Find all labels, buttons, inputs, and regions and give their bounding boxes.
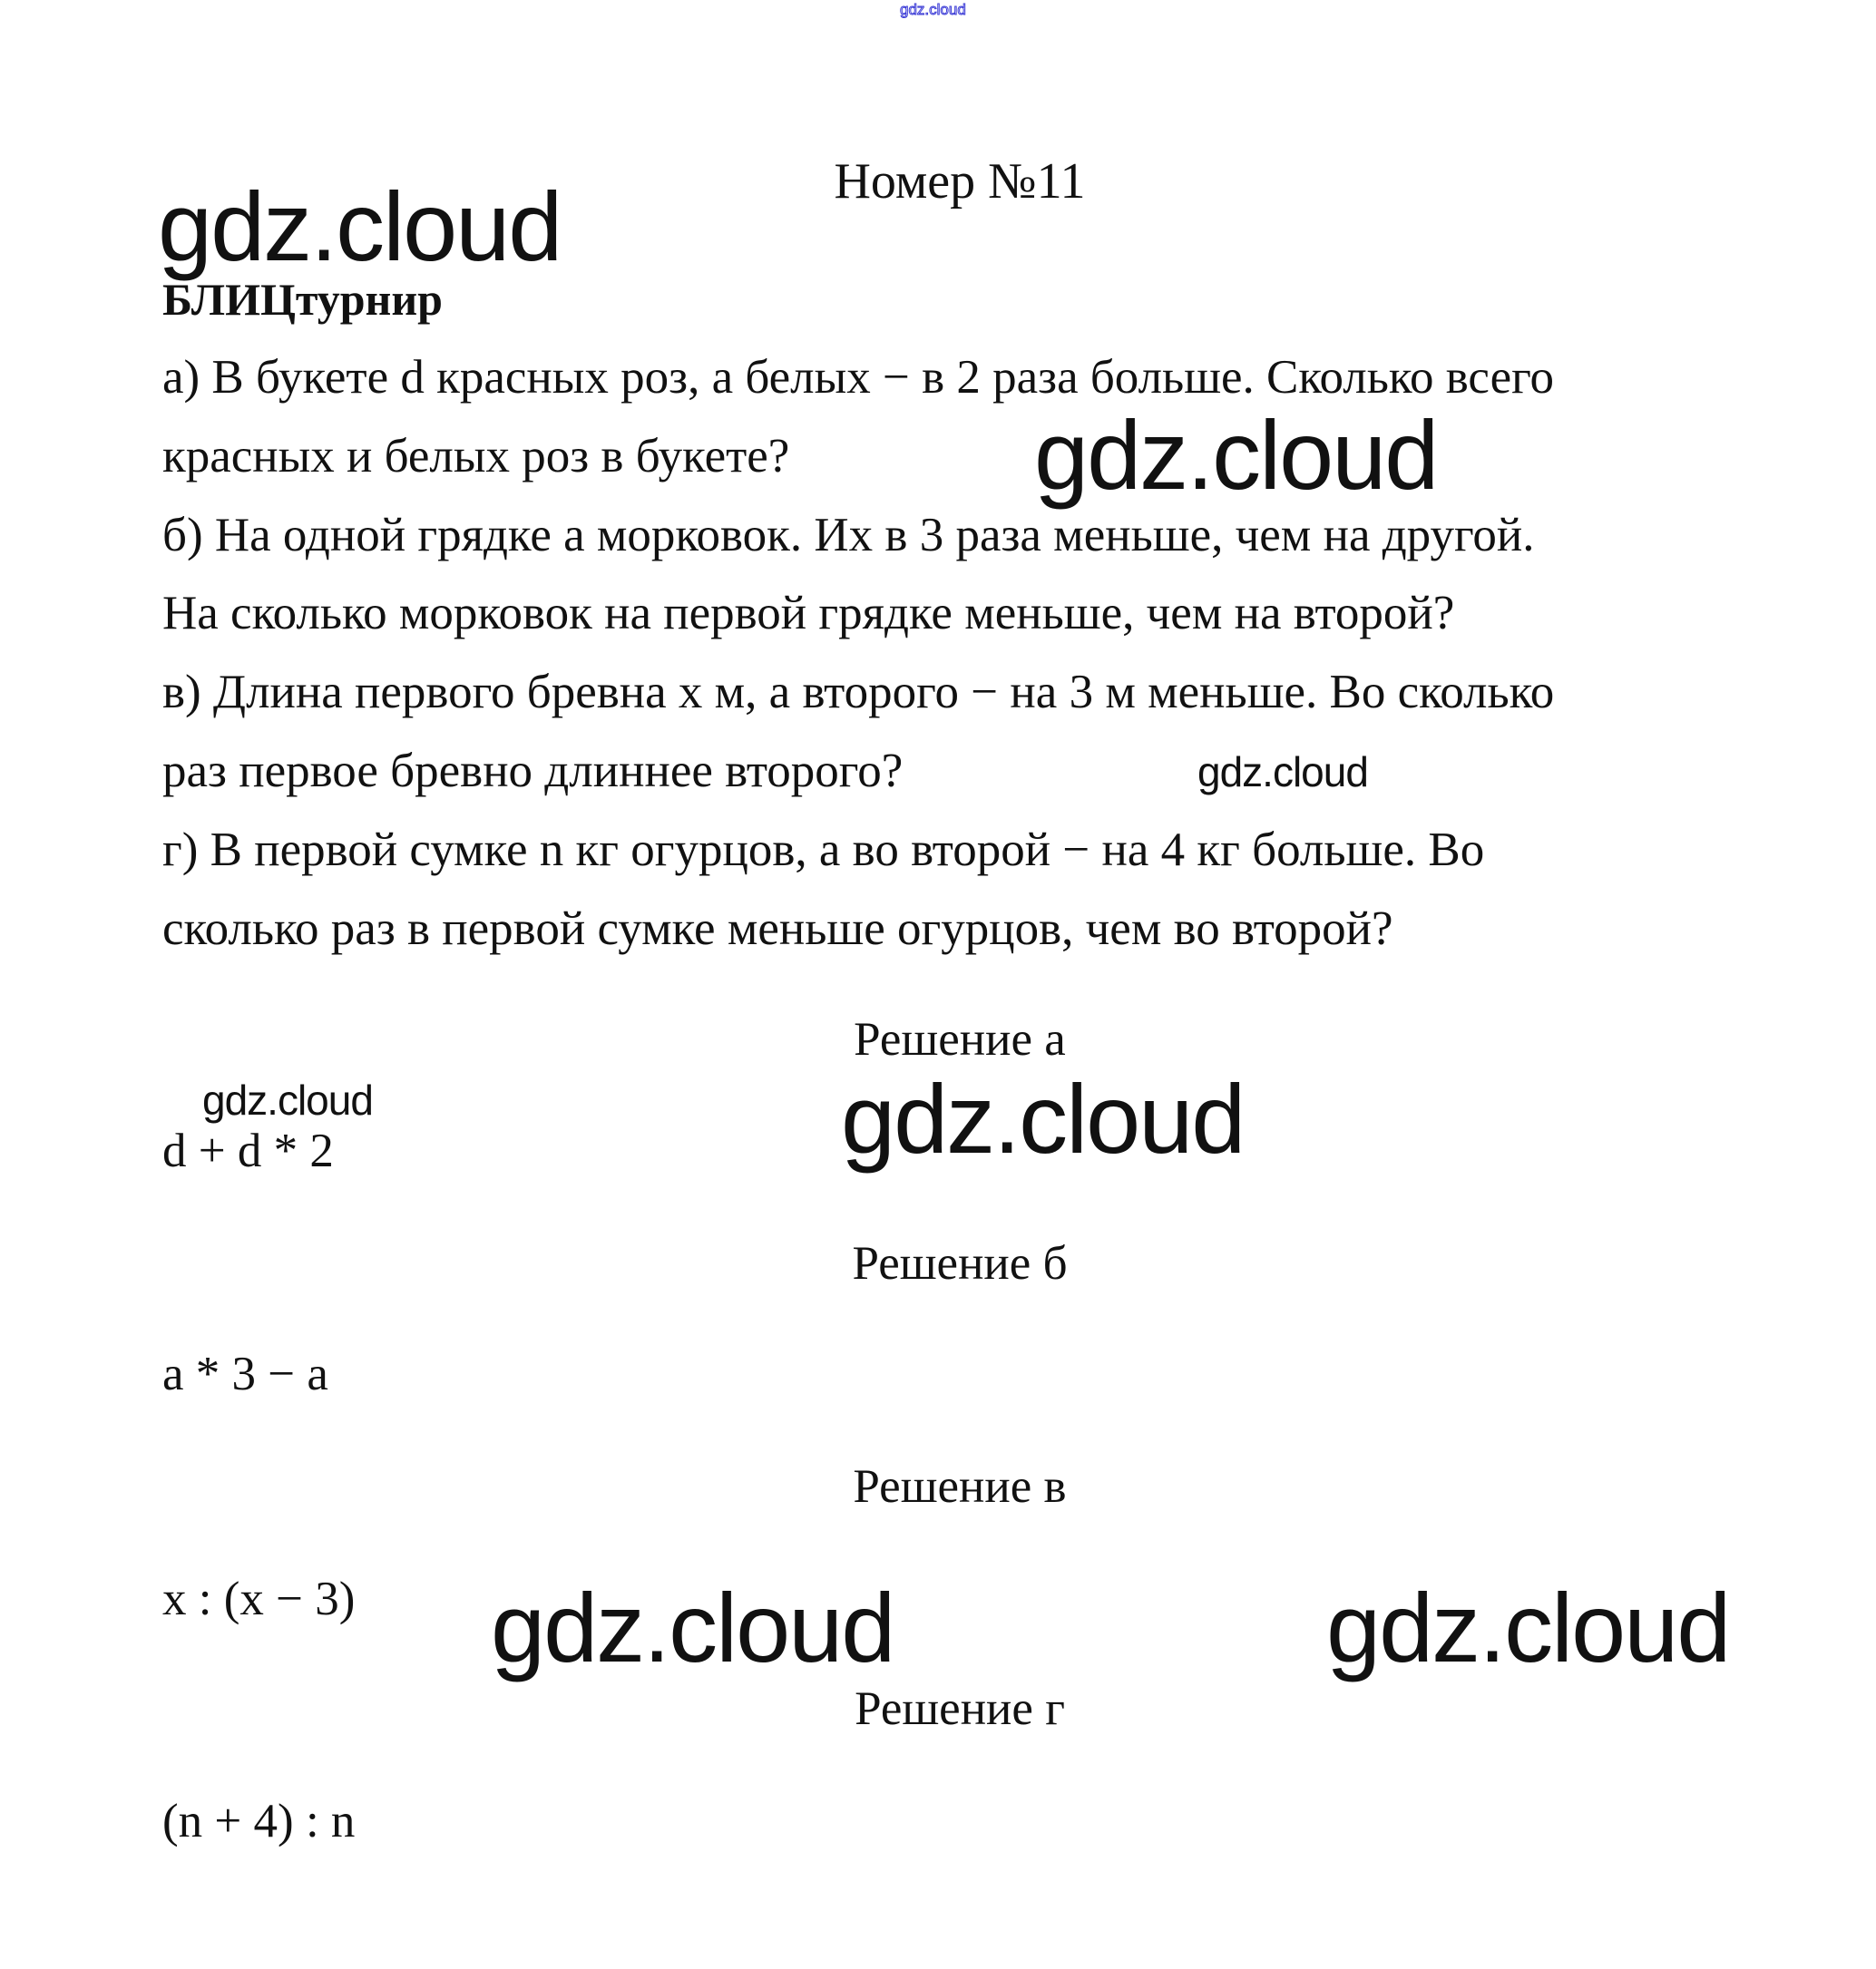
problem-line: в) Длина первого бревна x м, а второго − на 3 м меньше. Во сколько (162, 666, 1555, 718)
solution-answer-c: x : (x − 3) (162, 1573, 356, 1625)
problem-line: На сколько морковок на первой грядке меньше, чем на второй? (162, 587, 1455, 639)
problem-line: а) В букете d красных роз, а белых − в 2 раза больше. Сколько всего (162, 351, 1555, 404)
page-title: Номер №11 (834, 153, 1086, 210)
watermark: gdz.cloud (1326, 1573, 1730, 1682)
problem-line: красных и белых роз в букете? (162, 430, 790, 483)
watermark: gdz.cloud (491, 1573, 894, 1682)
problem-line: г) В первой сумке n кг огурцов, а во второй − на 4 кг больше. Во (162, 824, 1485, 876)
watermark-top: gdz.cloud (900, 1, 966, 18)
solution-answer-b: a * 3 − a (162, 1348, 328, 1400)
solution-answer-a: d + d * 2 (162, 1125, 334, 1177)
watermark: gdz.cloud (841, 1064, 1245, 1174)
problem-line: сколько раз в первой сумке меньше огурцов, чем во второй? (162, 902, 1393, 955)
solution-heading-c: Решение в (853, 1460, 1067, 1513)
section-heading: БЛИЦтурнир (162, 274, 443, 325)
problem-line: б) На одной грядке a морковок. Их в 3 раза меньше, чем на другой. (162, 509, 1535, 561)
watermark: gdz.cloud (202, 1077, 373, 1124)
problem-line: раз первое бревно длиннее второго? (162, 745, 904, 797)
solution-heading-d: Решение г (855, 1682, 1065, 1735)
watermark: gdz.cloud (1197, 748, 1368, 795)
solution-answer-d: (n + 4) : n (162, 1795, 356, 1847)
watermark: gdz.cloud (158, 171, 562, 281)
watermark: gdz.cloud (1034, 400, 1438, 510)
solution-heading-a: Решение а (854, 1013, 1066, 1066)
solution-heading-b: Решение б (852, 1237, 1068, 1290)
